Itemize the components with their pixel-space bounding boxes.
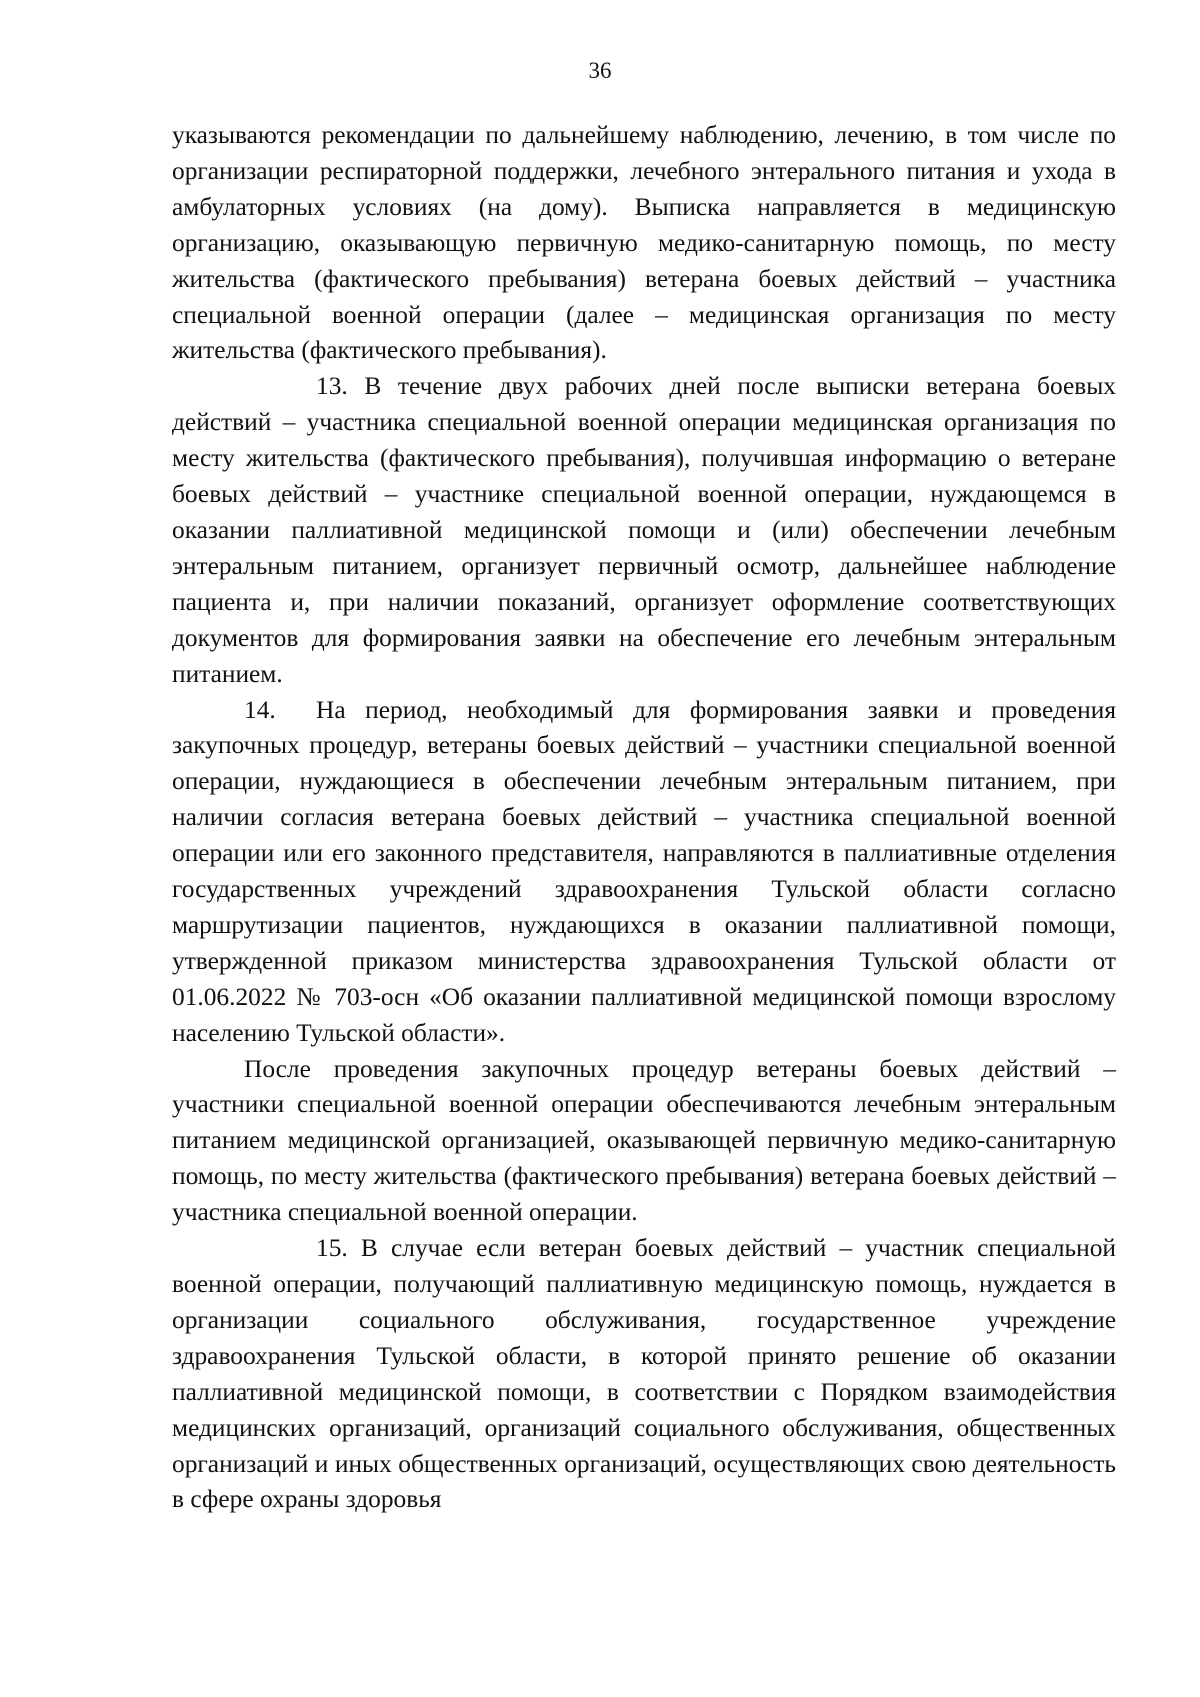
page-number: 36	[588, 58, 612, 83]
paragraph-13	[172, 369, 1116, 692]
paragraph-15-text: В случае если ветеран боевых действий – участник специальной военной операции, получающий паллиативную медицинскую помощь, нуждается в организации социального обслуживания, государственное учреждение здравоохранения Тульской области, в которой принято решение об оказании паллиативной медицинской помощи, в соответствии с Порядком взаимодействия медицинских организаций, организаций социального обслуживания, общественных организаций и иных общественных организаций, осуществляющих свою деятельность в сфере охраны здоровья	[172, 1234, 1116, 1514]
paragraph-15	[172, 1231, 1116, 1518]
paragraph-13-number: 13.	[316, 372, 348, 401]
paragraph-15-number: 15.	[316, 1234, 348, 1263]
paragraph-14	[172, 693, 1116, 1052]
paragraph-14-continued: После проведения закупочных процедур ветераны боевых действий – участники специальной военной операции обеспечиваются лечебным энтеральным питанием медицинской организацией, оказывающей первичную медико-санитарную помощь, по месту жительства (фактического пребывания) ветерана боевых действий – участника специальной военной операции.	[172, 1054, 1116, 1227]
document-body	[172, 118, 1116, 1518]
paragraph-13-text: В течение двух рабочих дней после выписки ветерана боевых действий – участника специальной военной операции медицинская организация по месту жительства (фактического пребывания), получившая информацию о ветеране боевых действий – участнике специальной военной операции, нуждающемся в оказании паллиативной медицинской помощи и (или) обеспечении лечебным энтеральным питанием, организует первичный осмотр, дальнейшее наблюдение пациента и, при наличии показаний, организует оформление соответствующих документов для формирования заявки на обеспечение его лечебным энтеральным питанием.	[172, 372, 1116, 688]
paragraph-14-number: 14.	[244, 695, 276, 724]
paragraph-14-text: На период, необходимый для формирования заявки и проведения закупочных процедур, ветераны боевых действий – участники специальной военной операции, нуждающиеся в обеспечении лечебным энтеральным питанием, при наличии согласия ветерана боевых действий – участника специальной военной операции или его законного представителя, направляются в паллиативные отделения государственных учреждений здравоохранения Тульской области согласно маршрутизации пациентов, нуждающихся в оказании паллиативной помощи, утвержденной приказом министерства здравоохранения Тульской области от 01.06.2022 № 703-осн «Об оказании паллиативной медицинской помощи взрослому населению Тульской области».	[172, 695, 1116, 1047]
paragraph-continuation: указываются рекомендации по дальнейшему наблюдению, лечению, в том числе по организации респираторной поддержки, лечебного энтерального питания и ухода в амбулаторных условиях (на дому). Выписка направляется в медицинскую организацию, оказывающую первичную медико-санитарную помощь, по месту жительства (фактического пребывания) ветерана боевых действий – участника специальной военной операции (далее – медицинская организация по месту жительства (фактического пребывания).	[172, 121, 1116, 365]
